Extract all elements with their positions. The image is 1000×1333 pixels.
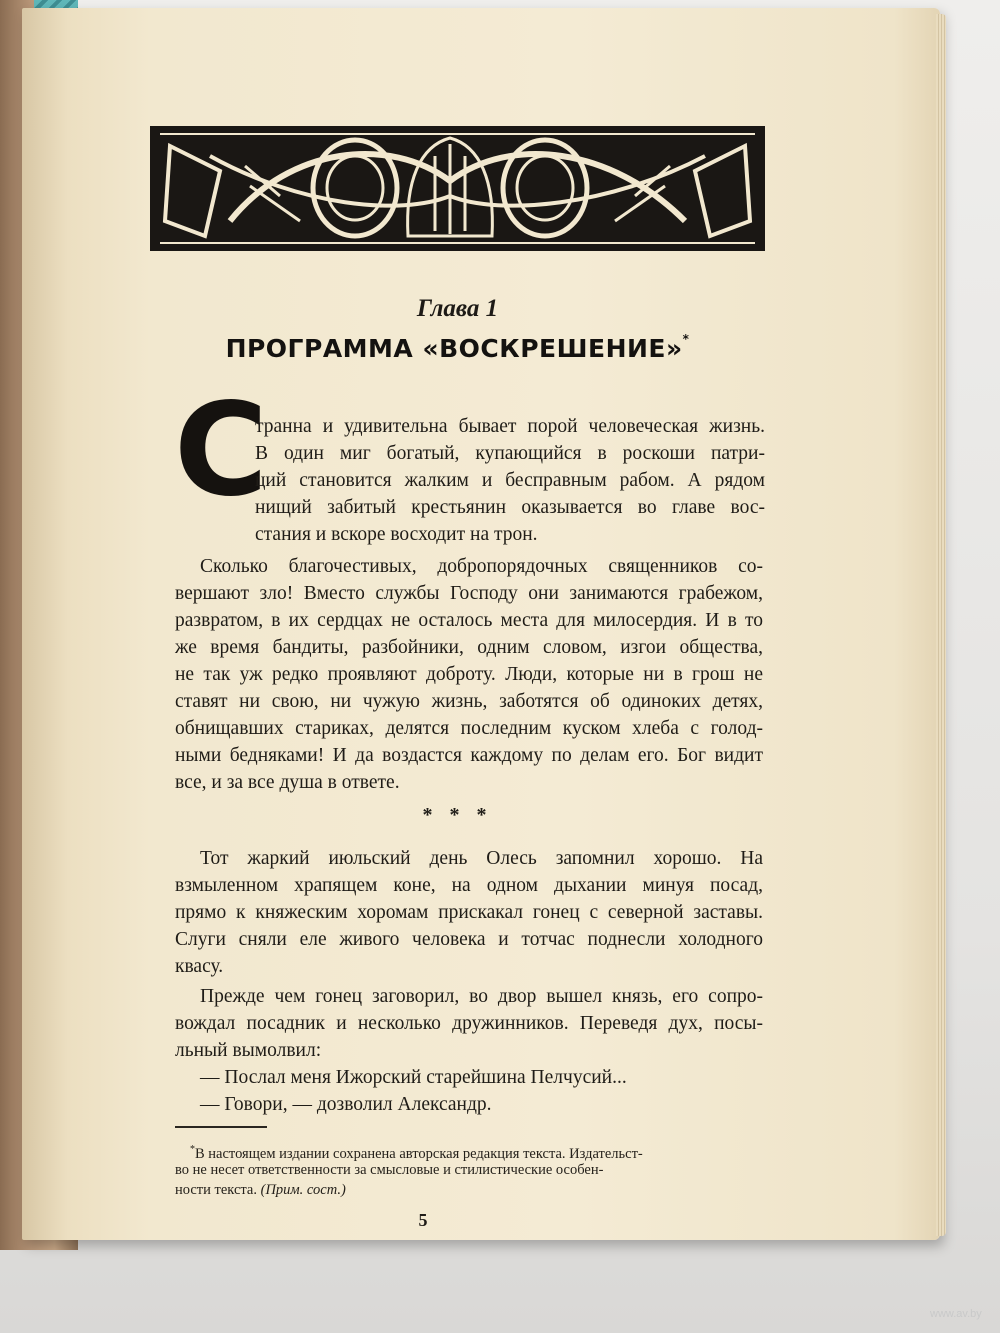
paragraph-4-line-2: вождал посадник и несколько дружинников. Переведя дух, посы-	[175, 1013, 763, 1034]
paragraph-2-line-1: Сколько благочестивых, добропорядочных священников со-	[200, 556, 763, 577]
paragraph-3-line-1: Тот жаркий июльский день Олесь запомнил хорошо. На	[200, 848, 763, 869]
footnote-line-3	[175, 1180, 726, 1200]
paragraph-3-line-3: прямо к княжеским хоромам прискакал гонец с северной заставы.	[175, 902, 763, 923]
footnote-mark-bottom: *	[190, 1144, 195, 1155]
watermark: www.av.by	[930, 1308, 982, 1320]
section-separator: * * *	[422, 804, 493, 826]
ornament-header-image	[150, 126, 765, 251]
footnote-line-1	[190, 1140, 726, 1160]
paragraph-3-line-4: Слуги сняли еле живого человека и тотчас поднесли холодного	[175, 929, 763, 950]
paragraph-4-line-1: Прежде чем гонец заговорил, во двор вышел князь, его сопро-	[200, 986, 763, 1007]
paragraph-1-line-1: транна и удивительна бывает порой человеческая жизнь.	[255, 416, 765, 437]
page-number: 5	[418, 1210, 428, 1230]
paragraph-2-line-9: все, и за все душа в ответе.	[175, 772, 400, 793]
paragraph-4-line-3: льный вымолвил:	[175, 1040, 322, 1061]
paragraph-2-line-2: вершают зло! Вместо службы Господу они занимаются грабежом,	[175, 583, 763, 604]
paragraph-1-line-2: В один миг богатый, купающийся в роскоши патри-	[255, 443, 765, 464]
paragraph-1-line-4: нищий забитый крестьянин оказывается во главе вос-	[255, 497, 765, 518]
paragraph-2-line-4: же время бандиты, разбойники, одним словом, изгои общества,	[175, 637, 763, 658]
dialogue-line-2: — Говори, — дозволил Александр.	[200, 1094, 492, 1115]
paragraph-2-line-8: ными бедняками! И да воздастся каждому по делам его. Бог видит	[175, 745, 763, 766]
footnote-text-1: В настоящем издании сохранена авторская редакция текста. Издательст-	[195, 1145, 643, 1162]
paragraph-1-line-5: стания и вскоре восходит на трон.	[255, 524, 538, 545]
chapter-title	[150, 334, 765, 363]
paragraph-2-line-6: ставят ни свою, ни чужую жизнь, заботятся об одиноких детях,	[175, 691, 763, 712]
footnote-editor-note: (Прим. сост.)	[260, 1182, 346, 1198]
drop-cap-letter: С	[174, 376, 268, 525]
chapter-label: Глава 1	[416, 295, 499, 322]
paragraph-2-line-3: развратом, в их сердцах не осталось места для милосердия. И в то	[175, 610, 763, 631]
chapter-title-text: ПРОГРАММА «ВОСКРЕШЕНИЕ»	[225, 334, 683, 363]
paragraph-2-line-7: обнищавших стариках, делятся последним куском хлеба с голод-	[175, 718, 763, 739]
footnote-rule	[175, 1126, 267, 1128]
paragraph-1-line-3: ций становится жалким и бесправным рабом. А рядом	[255, 470, 765, 491]
paragraph-2-line-5: не так уж редко проявляют доброту. Люди, которые ни в грош не	[175, 664, 763, 685]
paragraph-3-line-5: квасу.	[175, 956, 224, 977]
footnote-line-2: во не несет ответственности за смысловые и стилистические особен-	[175, 1162, 604, 1178]
page-stack-edge	[936, 14, 946, 1236]
dialogue-line-1: — Послал меня Ижорский старейшина Пелчусий...	[200, 1067, 627, 1088]
footnote-text-3: ности текста.	[175, 1182, 261, 1198]
footnote-mark: *	[682, 332, 690, 346]
paragraph-3-line-2: взмыленном храпящем коне, на одном дыхании минуя посад,	[175, 875, 763, 896]
